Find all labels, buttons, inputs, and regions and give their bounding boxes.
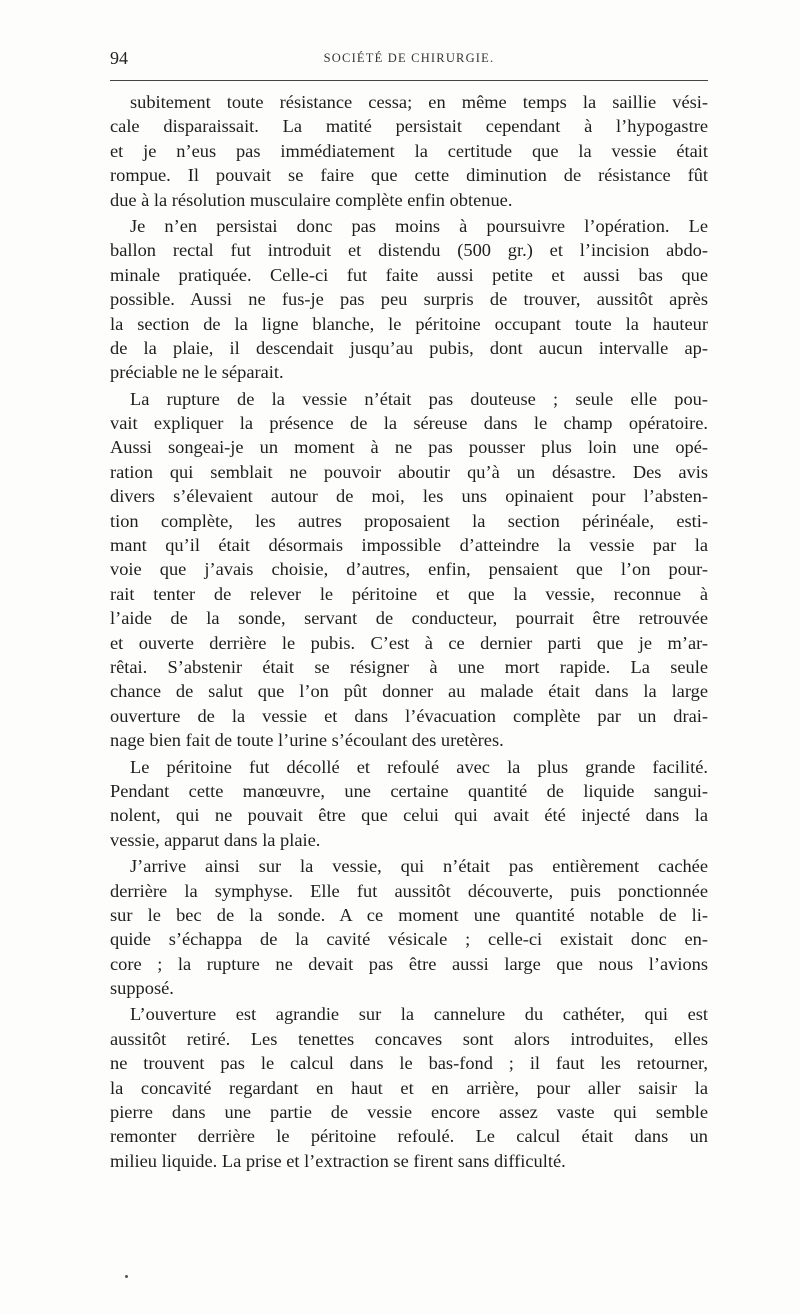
text-line: divers s’élevaient autour de moi, les uns opinaient pour l’absten- <box>110 486 708 507</box>
text-line: Le péritoine fut décollé et refoulé avec la plus grande facilité. <box>130 756 708 777</box>
text-line: pierre dans une partie de vessie encore assez vaste qui semble <box>110 1102 708 1123</box>
text-line: core ; la rupture ne devait pas être aussi large que nous l’avions <box>110 953 708 974</box>
page-header <box>110 48 708 72</box>
header-rule <box>110 80 708 81</box>
text-line: préciable ne le séparait. <box>110 362 284 383</box>
paragraph <box>110 90 708 212</box>
text-line: minale pratiquée. Celle-ci fut faite aussi petite et aussi bas que <box>110 264 708 285</box>
running-title: SOCIÉTÉ DE CHIRURGIE. <box>323 51 495 65</box>
text-line: remonter derrière le péritoine refoulé. Le calcul était dans un <box>110 1126 708 1147</box>
paragraph <box>110 854 708 1000</box>
text-line: quide s’échappa de la cavité vésicale ; celle-ci existait donc en- <box>110 929 708 950</box>
text-line: cale disparaissait. La matité persistait cependant à l’hypogastre <box>110 116 708 137</box>
text-line: aussitôt retiré. Les tenettes concaves sont alors introduites, elles <box>110 1028 708 1049</box>
text-line: rêtai. S’abstenir était se résigner à une mort rapide. La seule <box>110 656 708 677</box>
text-line: ration qui semblait ne pouvoir aboutir qu’à un désastre. Des avis <box>110 461 708 482</box>
text-line: vessie, apparut dans la plaie. <box>110 829 321 850</box>
text-line: vait expliquer la présence de la séreuse dans le champ opératoire. <box>110 413 708 434</box>
text-line: sur le bec de la sonde. A ce moment une quantité notable de li- <box>110 904 708 925</box>
text-line: et ouverte derrière le pubis. C’est à ce dernier parti que je m’ar- <box>110 632 708 653</box>
text-line: rait tenter de relever le péritoine et que la vessie, reconnue à <box>110 583 708 604</box>
text-line: supposé. <box>110 978 174 999</box>
text-line: ballon rectal fut introduit et distendu (500 gr.) et l’incision abdo- <box>110 240 708 261</box>
paragraph <box>110 214 708 385</box>
text-line: nage bien fait de toute l’urine s’écoulant des uretères. <box>110 730 504 751</box>
text-line: ouverture de la vessie et dans l’évacuation complète par un drai- <box>110 705 708 726</box>
text-line: ne trouvent pas le calcul dans le bas-fond ; il faut les retourner, <box>110 1053 708 1074</box>
text-line: de la plaie, il descendait jusqu’au pubis, dont aucun intervalle ap- <box>110 337 708 358</box>
text-line: L’ouverture est agrandie sur la cannelure du cathéter, qui est <box>130 1004 708 1025</box>
text-line: La rupture de la vessie n’était pas douteuse ; seule elle pou- <box>130 388 708 409</box>
text-line: voie que j’avais choisie, d’autres, enfin, pensaient que l’on pour- <box>110 559 708 580</box>
text-line: Aussi songeai-je un moment à ne pas pousser plus loin une opé- <box>110 437 708 458</box>
paragraph <box>110 387 708 753</box>
text-line: mant qu’il était désormais impossible d’atteindre la vessie par la <box>110 535 708 556</box>
text-line: l’aide de la sonde, servant de conducteur, pourrait être retrouvée <box>110 608 708 629</box>
text-line: la section de la ligne blanche, le péritoine occupant toute la hauteur <box>110 313 708 334</box>
text-line: Pendant cette manœuvre, une certaine quantité de liquide sangui- <box>110 780 708 801</box>
text-line: la concavité regardant en haut et en arrière, pour aller saisir la <box>110 1077 708 1098</box>
body-text <box>110 90 708 1175</box>
text-line: rompue. Il pouvait se faire que cette diminution de résistance fût <box>110 165 708 186</box>
text-line: nolent, qui ne pouvait être que celui qui avait été injecté dans la <box>110 805 708 826</box>
text-line: chance de salut que l’on pût donner au malade était dans la large <box>110 681 708 702</box>
text-line: possible. Aussi ne fus-je pas peu surpris de trouver, aussitôt après <box>110 289 708 310</box>
text-line: tion complète, les autres proposaient la section périnéale, esti- <box>110 510 708 531</box>
paragraph <box>110 755 708 853</box>
print-speck <box>125 1275 128 1278</box>
text-line: milieu liquide. La prise et l’extraction se firent sans difficulté. <box>110 1150 566 1171</box>
text-line: Je n’en persistai donc pas moins à poursuivre l’opération. Le <box>130 215 708 236</box>
text-line: derrière la symphyse. Elle fut aussitôt découverte, puis ponctionnée <box>110 880 708 901</box>
page-number: 94 <box>110 48 128 68</box>
text-line: J’arrive ainsi sur la vessie, qui n’était pas entièrement cachée <box>130 856 708 877</box>
text-line: due à la résolution musculaire complète enfin obtenue. <box>110 189 513 210</box>
text-line: et je n’eus pas immédiatement la certitude que la vessie était <box>110 140 708 161</box>
paragraph <box>110 1002 708 1173</box>
text-line: subitement toute résistance cessa; en même temps la saillie vési- <box>130 92 708 112</box>
